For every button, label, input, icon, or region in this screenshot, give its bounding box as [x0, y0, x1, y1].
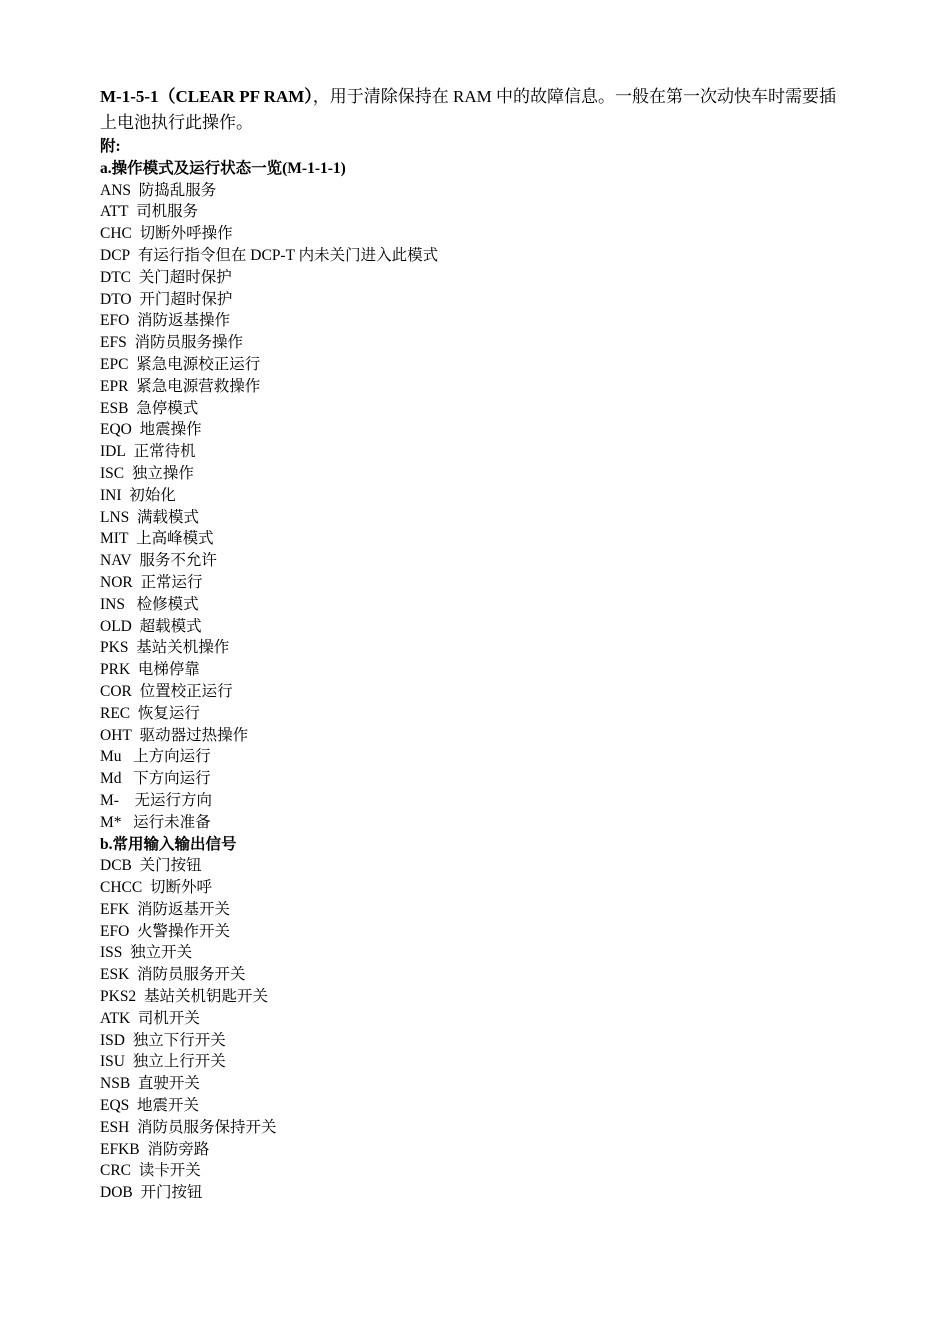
item-description: 切断外呼操作	[139, 225, 233, 243]
list-item	[100, 1160, 840, 1182]
list-item	[100, 1073, 840, 1095]
item-description: 消防返基操作	[137, 312, 231, 330]
item-description: 消防旁路	[147, 1140, 210, 1158]
list-item	[100, 746, 840, 768]
item-code: ESB	[100, 399, 129, 417]
list-item	[100, 441, 840, 463]
item-code: ESK	[100, 966, 130, 984]
item-code: INI	[100, 486, 122, 504]
item-description: 紧急电源校正运行	[136, 355, 261, 373]
item-description: 下方向运行	[129, 770, 211, 788]
item-description: 急停模式	[136, 399, 199, 417]
item-description: 消防员服务操作	[134, 334, 243, 352]
list-item	[100, 1139, 840, 1161]
intro-text: ，用于清除保持在 RAM 中的故障信息。一般在第一次动快车时需要插上电池执行此操作。	[100, 87, 837, 132]
list-item	[100, 332, 840, 354]
item-description: 消防返基开关	[137, 900, 231, 918]
item-code: MIT	[100, 530, 129, 548]
intro-code: M-1-5-1（CLEAR PF RAM）	[100, 87, 313, 106]
item-description: 运行未准备	[129, 813, 211, 831]
item-code: LNS	[100, 508, 130, 526]
item-description: 地震开关	[137, 1097, 200, 1115]
item-code: M*	[100, 813, 122, 831]
item-code: OHT	[100, 726, 132, 744]
item-code: DCB	[100, 857, 132, 875]
item-description: 独立下行开关	[132, 1031, 226, 1049]
item-code: EFO	[100, 922, 130, 940]
item-description: 基站关机操作	[136, 639, 230, 657]
item-code: DOB	[100, 1184, 133, 1202]
item-description: 上高峰模式	[136, 530, 214, 548]
list-item	[100, 398, 840, 420]
item-description: 切断外呼	[149, 879, 212, 897]
list-item	[100, 223, 840, 245]
list-item	[100, 1008, 840, 1030]
list-item	[100, 463, 840, 485]
item-code: Md	[100, 770, 122, 788]
item-code: ISC	[100, 464, 125, 482]
list-item	[100, 528, 840, 550]
list-item	[100, 812, 840, 834]
item-description: 有运行指令但在 DCP-T 内未关门进入此模式	[137, 246, 439, 264]
list-item	[100, 1117, 840, 1139]
item-description: 司机服务	[136, 203, 199, 221]
item-description: 满载模式	[137, 508, 200, 526]
item-code: PKS	[100, 639, 129, 657]
list-item	[100, 725, 840, 747]
list-item	[100, 485, 840, 507]
item-description: 基站关机钥匙开关	[143, 988, 268, 1006]
item-code: ISS	[100, 944, 123, 962]
item-code: Mu	[100, 748, 122, 766]
item-description: 无运行方向	[126, 791, 212, 809]
item-description: 火警操作开关	[137, 922, 231, 940]
item-description: 正常运行	[140, 573, 203, 591]
list-item	[100, 180, 840, 202]
item-code: ATT	[100, 203, 129, 221]
item-code: CRC	[100, 1162, 132, 1180]
item-code: OLD	[100, 617, 132, 635]
item-code: EQO	[100, 421, 132, 439]
list-item	[100, 550, 840, 572]
item-code: DTO	[100, 290, 132, 308]
list-item	[100, 594, 840, 616]
list-item	[100, 637, 840, 659]
item-code: EFKB	[100, 1140, 140, 1158]
list-item	[100, 877, 840, 899]
item-description: 位置校正运行	[139, 682, 233, 700]
appendix-label: 附:	[100, 138, 121, 155]
list-item	[100, 921, 840, 943]
item-description: 地震操作	[139, 421, 202, 439]
section-a-heading: a.操作模式及运行状态一览(M-1-1-1)	[100, 159, 346, 177]
item-code: PRK	[100, 661, 131, 679]
list-item	[100, 310, 840, 332]
item-code: M-	[100, 791, 119, 809]
document-page	[100, 84, 840, 1204]
list-item	[100, 964, 840, 986]
list-item	[100, 942, 840, 964]
item-code: EFK	[100, 900, 130, 918]
item-code: EPC	[100, 355, 129, 373]
list-item	[100, 1030, 840, 1052]
item-description: 初始化	[129, 486, 176, 504]
item-code: COR	[100, 682, 132, 700]
item-description: 消防员服务开关	[137, 966, 246, 984]
list-item	[100, 855, 840, 877]
item-description: 直驶开关	[137, 1075, 200, 1093]
list-item	[100, 572, 840, 594]
item-code: PKS2	[100, 988, 137, 1006]
item-code: EQS	[100, 1097, 130, 1115]
item-description: 消防员服务保持开关	[137, 1118, 277, 1136]
item-description: 上方向运行	[129, 748, 211, 766]
item-description: 检修模式	[132, 595, 199, 613]
list-item	[100, 245, 840, 267]
item-code: ANS	[100, 181, 132, 199]
list-item	[100, 376, 840, 398]
item-code: CHC	[100, 225, 132, 243]
item-description: 电梯停靠	[137, 661, 200, 679]
list-item	[100, 986, 840, 1008]
item-description: 驱动器过热操作	[139, 726, 249, 744]
list-item	[100, 616, 840, 638]
item-description: 关门超时保护	[138, 268, 232, 286]
list-item	[100, 354, 840, 376]
item-code: DCP	[100, 246, 131, 264]
item-description: 独立开关	[130, 944, 193, 962]
item-code: ATK	[100, 1009, 131, 1027]
list-item	[100, 267, 840, 289]
item-code: CHCC	[100, 879, 143, 897]
item-description: 读卡开关	[138, 1162, 201, 1180]
item-description: 服务不允许	[139, 552, 217, 570]
list-item	[100, 507, 840, 529]
list-item	[100, 790, 840, 812]
list-item	[100, 681, 840, 703]
item-code: ISU	[100, 1053, 125, 1071]
list-item	[100, 899, 840, 921]
section-b-heading: b.常用输入输出信号	[100, 835, 237, 853]
item-description: 正常待机	[133, 443, 196, 461]
item-description: 超载模式	[139, 617, 202, 635]
section-b-list	[100, 855, 840, 1204]
item-code: ISD	[100, 1031, 125, 1049]
item-code: NAV	[100, 552, 132, 570]
item-code: EPR	[100, 377, 129, 395]
item-description: 开门超时保护	[139, 290, 233, 308]
item-code: REC	[100, 704, 131, 722]
item-description: 独立上行开关	[132, 1053, 226, 1071]
item-code: INS	[100, 595, 125, 613]
list-item	[100, 419, 840, 441]
item-code: IDL	[100, 443, 126, 461]
list-item	[100, 1182, 840, 1204]
list-item	[100, 1095, 840, 1117]
item-description: 关门按钮	[139, 857, 202, 875]
item-description: 开门按钮	[140, 1184, 203, 1202]
item-code: DTC	[100, 268, 131, 286]
item-description: 独立操作	[131, 464, 194, 482]
item-code: EFS	[100, 334, 127, 352]
list-item	[100, 659, 840, 681]
intro-paragraph	[100, 84, 840, 136]
list-item	[100, 1051, 840, 1073]
list-item	[100, 289, 840, 311]
item-description: 紧急电源营救操作	[136, 377, 261, 395]
item-description: 恢复运行	[137, 704, 200, 722]
item-code: EFO	[100, 312, 130, 330]
item-description: 司机开关	[137, 1009, 200, 1027]
item-code: ESH	[100, 1118, 130, 1136]
list-item	[100, 703, 840, 725]
item-description: 防捣乱服务	[138, 181, 217, 199]
item-code: NSB	[100, 1075, 131, 1093]
list-item	[100, 201, 840, 223]
list-item	[100, 768, 840, 790]
item-code: NOR	[100, 573, 133, 591]
section-a-list	[100, 180, 840, 834]
